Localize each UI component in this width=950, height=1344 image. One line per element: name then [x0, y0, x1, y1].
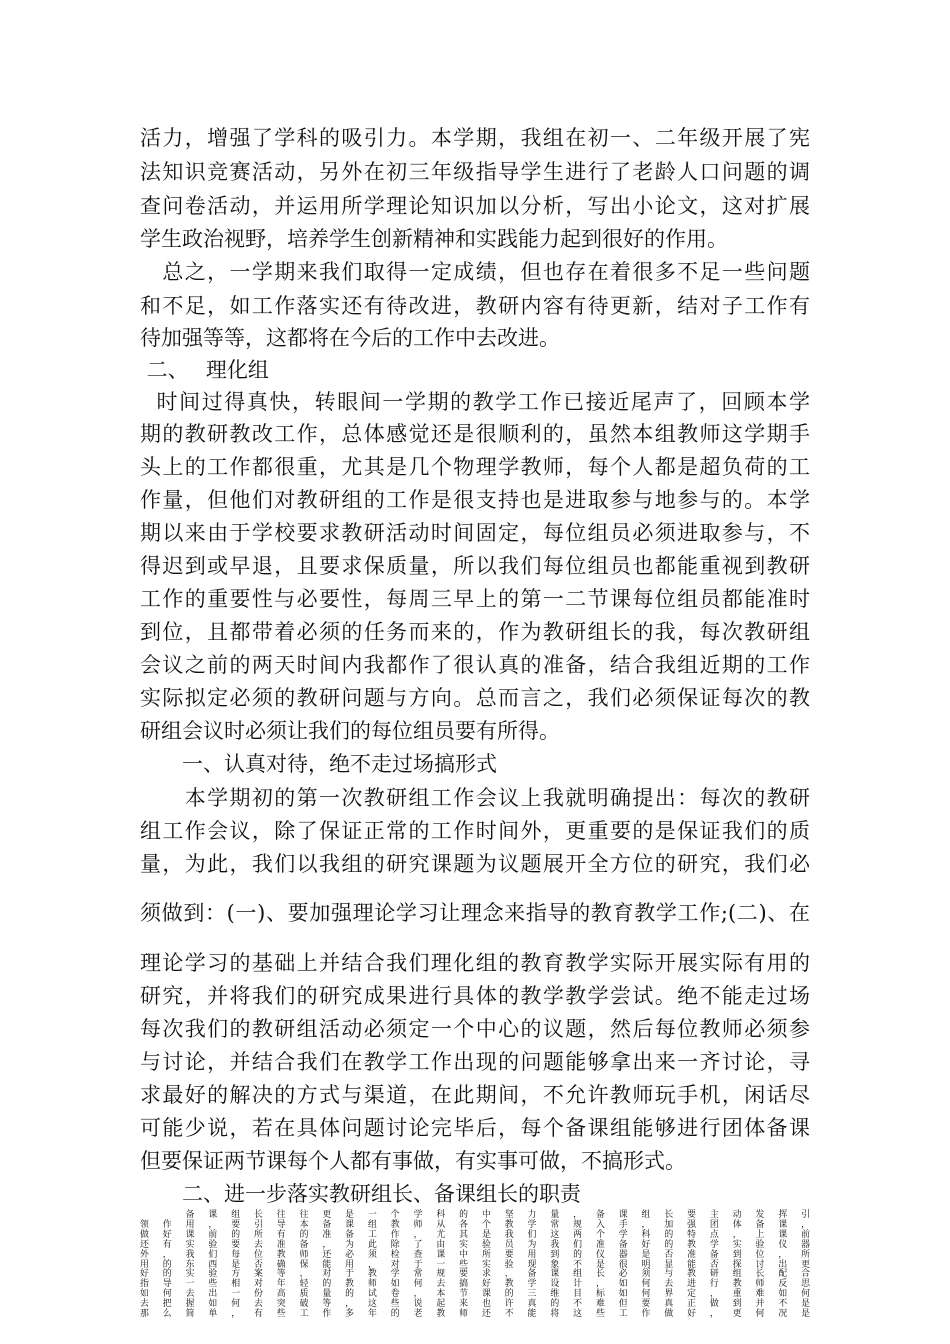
section-heading: 二、 理化组: [140, 358, 269, 382]
text-line: 头上的工作都很重，尤其是几个物理学教师，每个人都是超负荷的工: [140, 455, 810, 479]
text-line: 还有实验要去准备，为此除了由实验员为我们准备好的教学实验仪器: [140, 1239, 810, 1250]
subsection-heading: 一、认真对待，绝不走过场搞形式: [140, 752, 497, 776]
text-line: 求最好的解决的方式与渠道，在此期间，不允许教师玩手机，闲话尽: [140, 1083, 810, 1107]
text-line: 做好课前的所有的准备工作，尤其是我们这两个学科的特点，上课前: [140, 1229, 810, 1240]
text-line: 理论学习的基础上并结合我们理化组的教育教学实际开展实际有用的: [140, 951, 810, 975]
text-line: 和不足，如工作落实还有待改进，教研内容有待更新，结对子工作有: [140, 294, 810, 318]
text-line: 如何去出一份高质量的试卷，本节课的三维目标如何界定，重难如何: [140, 1289, 810, 1300]
text-line: 研究，并将我们的研究成果进行具体的教学教学尝试。绝不能走过场: [140, 984, 810, 1008]
text-line: 但要保证两节课每个人都有事做，有实事可做，不搞形式。: [140, 1149, 686, 1173]
text-line: 实际拟定必须的教研问题与方向。总而言之，我们必须保证每次的教: [140, 686, 810, 710]
text-line: 作量，但他们对教研组的工作是很支持也是进取参与地参与的。本学: [140, 488, 810, 512]
text-line: 每次我们的教研组活动必须定一个中心的议题，然后每位教师必须参: [140, 1017, 810, 1041]
text-line: 法知识竞赛活动，另外在初三年级指导学生进行了老龄人口问题的调: [140, 160, 810, 184]
text-line: 好的实验方案等，对于教学常规要求，备课组长必须与教研组长配合: [140, 1269, 810, 1280]
text-line: 待加强等等，这都将在今后的工作中去改进。: [140, 326, 560, 350]
text-line: 活力，增强了学科的吸引力。本学期，我组在初一、二年级开展了宪: [140, 126, 810, 150]
text-line: 备课组长往往更是一个学科的中坚力量，备课组长要主动发挥引: [140, 1210, 810, 1220]
subsection-heading: 二、进一步落实教研组长、备课组长的职责: [140, 1182, 581, 1206]
text-line: 期以来由于学校要求教研活动时间固定，每位组员必须进取参与，不: [140, 521, 810, 545]
text-line: 得迟到或早退，且要求保质量，所以我们每位组员也都能重视到教研: [140, 554, 810, 578]
text-line: 与讨论，并结合我们在教学工作出现的问题能够拿出来一齐讨论，寻: [140, 1050, 810, 1074]
text-line: 指导一些相对年轻的教师如何去搞好教学设计，如何去进行教师反思: [140, 1279, 810, 1290]
text-line: 会议之前的两天时间内我都作了很认真的准备，结合我组近期的工作: [140, 653, 810, 677]
text-line: 组工作会议，除了保证正常的工作时间外，更重要的是保证我们的质: [140, 819, 810, 843]
text-line: 量，为此，我们以我组的研究课题为议题展开全方位的研究，我们必: [140, 852, 810, 876]
text-line: 工作的重要性与必要性，每周三早上的第一二节课每位组员都能准时: [140, 587, 810, 611]
text-line: 总之，一学期来我们取得一定成绩，但也存在着很多不足一些问题: [140, 260, 810, 284]
text-line: 须做到：(一)、要加强理论学习让理念来指导的教育教学工作;(二)、在: [140, 901, 810, 925]
text-line: 研组会议时必须让我们的每位组员要有所得。: [140, 719, 560, 743]
text-line: 查问卷活动，并运用所学理论知识加以分析，写出小论文，这对扩展: [140, 194, 810, 218]
text-line: 去把握如何去突破等，这些说起来也许真的不难但要真正做到并不是: [140, 1299, 810, 1310]
text-line: 那么简单，有些工作多年的老教师还不能将这些工作做好，更何况是: [140, 1309, 810, 1319]
text-line: 可能少说，若在具体问题讨论完毕后，每个备课组能够进行团体备课: [140, 1116, 810, 1140]
text-line: 本学期初的第一次教研组工作会议上我就明确提出：每次的教研: [140, 786, 810, 810]
text-line: 外，我们每位教师还必须检查课中所要用到的仪器是否准备到位，所: [140, 1249, 810, 1260]
text-line: 到位，且都带着必须的任务而来的，作为教研组长的我，每次教研组: [140, 620, 810, 644]
text-line: 领作用，要引导本备课组教师从各个教学常规入手，加强团体备课，: [140, 1219, 810, 1230]
text-line: 学生政治视野，培养学生创新精神和实践能力起到很好的作用。: [140, 227, 728, 251]
text-line: 时间过得真快，转眼间一学期的教学工作已接近尾声了，回顾本学: [140, 390, 810, 414]
text-line: 期的教研教改工作，总体感觉还是很顺利的，虽然本组教师这学期手: [140, 422, 810, 446]
text-line: 用的东西是否确保能用，对于一些实验现象不是很明显能否探讨出更: [140, 1259, 810, 1270]
